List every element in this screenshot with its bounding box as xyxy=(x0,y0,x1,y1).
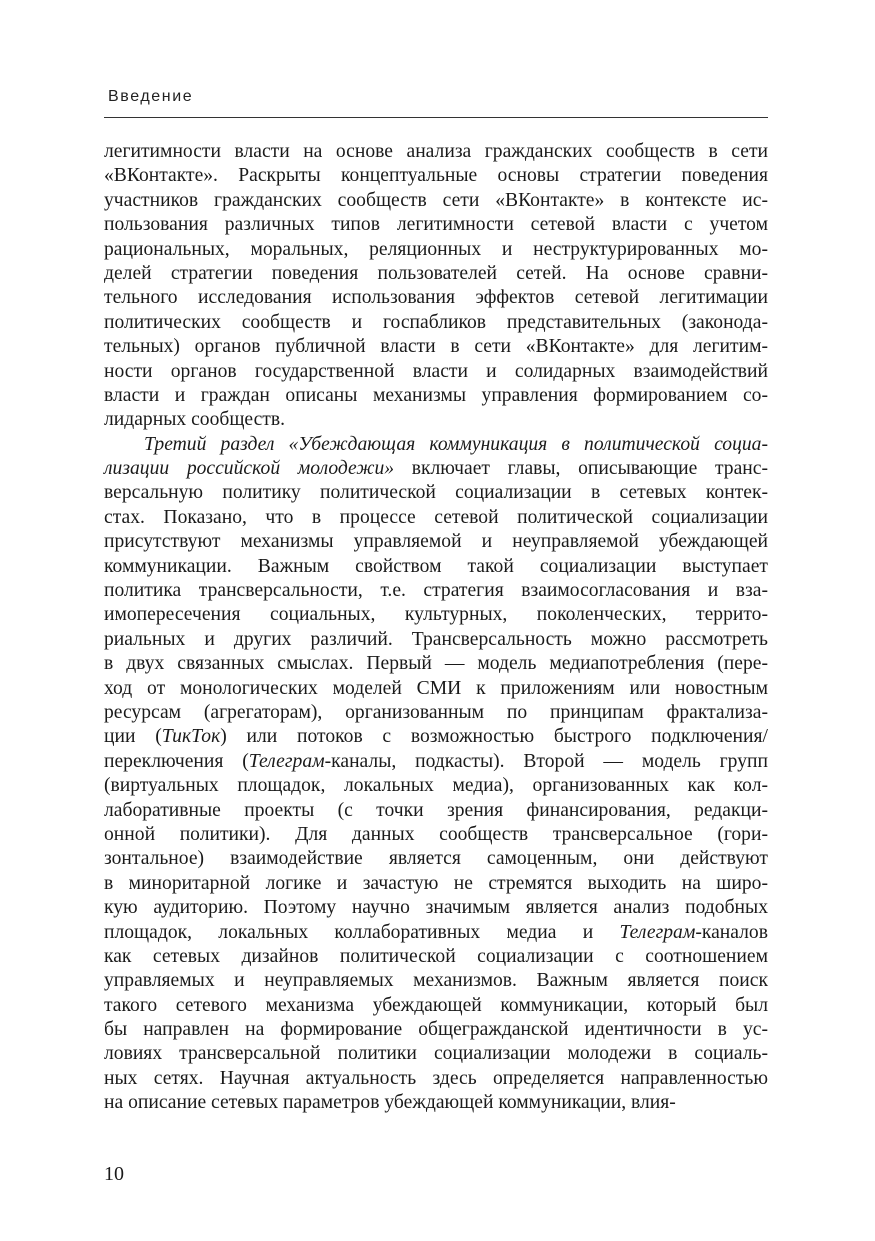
text-segment: политических сообществ и госпабликов представительных (законода- xyxy=(104,311,768,333)
text-segment: тельного исследования использования эффектов сетевой легитимации xyxy=(104,287,768,309)
text-line xyxy=(104,701,768,725)
text-segment: пользования различных типов легитимности сетевой власти с учетом xyxy=(104,214,768,236)
text-line xyxy=(104,994,768,1018)
text-line xyxy=(104,677,768,701)
text-line xyxy=(104,140,768,164)
text-line xyxy=(104,579,768,603)
text-segment: включает главы, описывающие транс- xyxy=(394,458,768,480)
text-line xyxy=(104,1067,768,1091)
text-segment: площадок, локальных коллаборативных медиа и xyxy=(104,921,620,943)
text-segment: версальную политику политической социализации в сетевых контек- xyxy=(104,482,768,504)
text-line xyxy=(104,506,768,530)
text-line xyxy=(104,189,768,213)
text-segment: ресурсам (агрегаторам), организованным по принципам фрактализа- xyxy=(104,701,768,723)
text-line xyxy=(104,872,768,896)
text-line xyxy=(104,750,768,774)
italic-segment: Телеграм xyxy=(619,921,696,943)
text-line xyxy=(104,555,768,579)
text-segment: ход от монологических моделей СМИ к приложениям или новостным xyxy=(104,677,768,699)
text-segment: в двух связанных смыслах. Первый — модель медиапотребления (пере- xyxy=(104,653,768,675)
text-segment: ) или потоков с возможностью быстрого подключения/ xyxy=(220,726,768,748)
italic-segment: ТикТок xyxy=(161,726,221,748)
text-line xyxy=(104,481,768,505)
text-segment: как сетевых дизайнов политической социализации с соотношением xyxy=(104,945,768,967)
text-segment: коммуникации. Важным свойством такой социализации выступает xyxy=(104,555,768,577)
text-line xyxy=(104,896,768,920)
text-line xyxy=(104,1091,768,1115)
text-line xyxy=(104,311,768,335)
text-segment: зонтальное) взаимодействие является самоценным, они действуют xyxy=(104,848,768,870)
text-line xyxy=(104,433,768,457)
text-line xyxy=(104,1042,768,1066)
text-segment: рациональных, моральных, реляционных и неструктурированных мо- xyxy=(104,238,768,260)
text-segment: лидарных сообществ. xyxy=(104,409,286,431)
text-segment: кую аудиторию. Поэтому научно значимым является анализ подобных xyxy=(104,897,768,919)
text-segment: онной политики). Для данных сообществ трансверсальное (гори- xyxy=(104,823,768,845)
body-text xyxy=(104,140,768,1116)
text-segment: (виртуальных площадок, локальных медиа), организованных как кол- xyxy=(104,775,768,797)
text-segment: делей стратегии поведения пользователей сетей. На основе сравни- xyxy=(104,262,768,284)
text-segment: ловиях трансверсальной политики социализации молодежи в социаль- xyxy=(104,1043,768,1065)
text-line xyxy=(104,1018,768,1042)
text-segment: -каналов xyxy=(695,921,768,943)
text-line xyxy=(104,725,768,749)
page-number: 10 xyxy=(104,1163,124,1185)
text-line xyxy=(104,921,768,945)
text-line xyxy=(104,335,768,359)
text-segment: бы направлен на формирование общегражданской идентичности в ус- xyxy=(104,1019,768,1041)
text-line xyxy=(104,652,768,676)
text-line xyxy=(104,213,768,237)
text-line xyxy=(104,530,768,554)
text-line xyxy=(104,286,768,310)
text-line xyxy=(104,238,768,262)
text-line xyxy=(104,799,768,823)
text-line xyxy=(104,823,768,847)
text-segment: управляемых и неуправляемых механизмов. Важным является поиск xyxy=(104,970,768,992)
italic-segment: Третий раздел «Убеждающая коммуникация в политической социа- xyxy=(144,433,768,455)
running-head: Введение xyxy=(108,88,194,105)
text-segment: на описание сетевых параметров убеждающей коммуникации, влия- xyxy=(104,1092,676,1114)
text-segment: «ВКонтакте». Раскрыты концептуальные основы стратегии поведения xyxy=(104,165,768,187)
text-segment: политика трансверсальности, т.е. стратегия взаимосогласования и вза- xyxy=(104,580,768,602)
italic-segment: Телеграм xyxy=(248,750,325,772)
text-segment: риальных и других различий. Трансверсальность можно рассмотреть xyxy=(104,628,768,650)
text-line xyxy=(104,847,768,871)
text-segment: тельных) органов публичной власти в сети «ВКонтакте» для легитим- xyxy=(104,336,768,358)
text-line xyxy=(104,774,768,798)
text-line xyxy=(104,457,768,481)
text-line xyxy=(104,628,768,652)
text-line xyxy=(104,945,768,969)
text-segment: лаборативные проекты (с точки зрения финансирования, редакци- xyxy=(104,799,768,821)
text-segment: стах. Показано, что в процессе сетевой политической социализации xyxy=(104,506,768,528)
text-segment: ности органов государственной власти и солидарных взаимодействий xyxy=(104,360,768,382)
text-segment: переключения ( xyxy=(104,750,249,772)
text-line xyxy=(104,384,768,408)
text-segment: участников гражданских сообществ сети «ВКонтакте» в контексте ис- xyxy=(104,189,768,211)
text-segment: в миноритарной логике и зачастую не стремятся выходить на широ- xyxy=(104,872,768,894)
text-segment: ных сетях. Научная актуальность здесь определяется направленностью xyxy=(104,1067,768,1089)
text-segment: ции ( xyxy=(104,726,162,748)
italic-segment: лизации российской молодежи» xyxy=(104,458,395,480)
text-line xyxy=(104,603,768,627)
text-segment: присутствуют механизмы управляемой и неуправляемой убеждающей xyxy=(104,531,768,553)
text-segment: -каналы, подкасты). Второй — модель групп xyxy=(324,750,768,772)
text-line xyxy=(104,408,768,432)
text-line xyxy=(104,262,768,286)
text-line xyxy=(104,360,768,384)
text-segment: власти и граждан описаны механизмы управления формированием со- xyxy=(104,384,768,406)
text-segment: легитимности власти на основе анализа гражданских сообществ в сети xyxy=(104,141,768,162)
text-line xyxy=(104,969,768,993)
text-line xyxy=(104,164,768,188)
text-segment: имопересечения социальных, культурных, поколенческих, террито- xyxy=(104,604,768,626)
text-segment: такого сетевого механизма убеждающей коммуникации, который был xyxy=(104,994,768,1016)
header-rule xyxy=(104,117,768,118)
